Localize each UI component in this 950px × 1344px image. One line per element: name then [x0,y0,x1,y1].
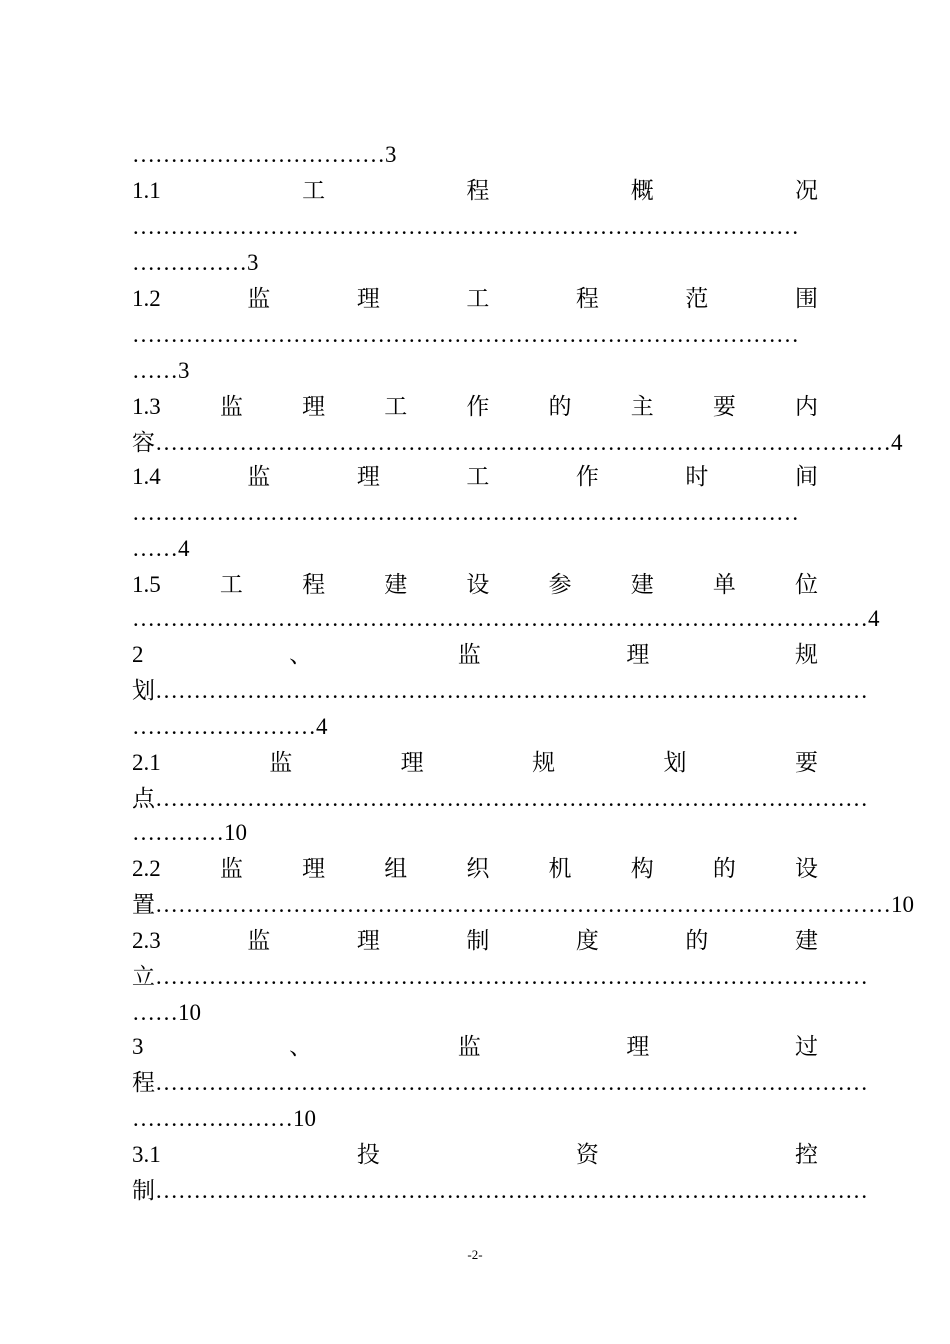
toc-entry-heading [132,284,818,314]
toc-entry-char: 度 [575,928,599,953]
toc-entry-last-char: 置 [132,892,155,917]
toc-entry-heading [132,1032,818,1062]
toc-leader-page [132,998,818,1028]
toc-entry-char: 监 [247,464,271,489]
toc-entry-char: 监 [219,394,243,419]
toc-entry-number: 2.3 [132,928,161,953]
toc-leader-dots: …………… [132,250,247,275]
toc-entry-number: 1.5 [132,572,161,597]
toc-page-number: 4 [316,714,328,739]
toc-entry-char: 、 [289,1034,313,1059]
toc-entry-char: 建 [794,928,818,953]
toc-entry-char: 划 [663,750,687,775]
toc-entry-char: 的 [712,856,736,881]
toc-entry-continuation [132,1068,868,1098]
toc-entry-last-char: 划 [132,678,155,703]
toc-entry-char: 内 [795,394,818,419]
toc-page-number: 3 [247,250,259,275]
toc-entry-last-char: 立 [132,964,155,989]
toc-entry-continuation [132,1176,868,1206]
toc-entry-char: 程 [466,178,490,203]
toc-entry-char: 程 [302,572,326,597]
toc-entry-char: 规 [795,642,818,667]
toc-leader-dots: ………………………………………………………………………………… [155,678,868,703]
toc-entry-char: 监 [457,642,481,667]
toc-entry-number: 3 [132,1034,144,1059]
toc-leader-dots: ………………………………………………………………………………… [155,786,868,811]
toc-entry-char: 要 [794,750,818,775]
toc-entry-char: 理 [400,750,424,775]
toc-leader-dots: …………………………………………………………………………………… [155,892,891,917]
toc-leader-page [132,534,818,564]
toc-entry-char: 理 [302,394,326,419]
toc-entry-char: 监 [247,928,271,953]
toc-page-number: 10 [293,1106,316,1131]
page-number: -2- [467,1247,483,1262]
toc-leader-page [132,356,818,386]
toc-entry-char: 工 [219,572,243,597]
toc-entry-continuation [132,604,880,634]
toc-page-number: 4 [868,606,880,631]
toc-entry-char: 参 [548,572,572,597]
toc-entry-continuation [132,962,868,992]
toc-leader-line: …………………………………………………………………………… [132,500,799,525]
toc-entry-char: 工 [384,394,408,419]
toc-entry-heading [132,926,818,956]
toc-page-number: 10 [891,892,914,917]
toc-entry-char: 建 [384,572,408,597]
toc-entry-number: 1.4 [132,464,161,489]
toc-entry-heading [132,640,818,670]
toc-entry-char: 的 [685,928,709,953]
toc-entry-char: 组 [384,856,408,881]
toc-page-number: 3 [178,358,190,383]
toc-entry-char: 工 [466,286,490,311]
toc-entry-number: 2.1 [132,750,161,775]
toc-page-number: 4 [178,536,190,561]
toc-entry-char: 的 [548,394,572,419]
toc-entry-char: 设 [795,856,818,881]
toc-entry-char: 监 [269,750,293,775]
toc-leader-dots: ………… [132,820,224,845]
toc-entry-char: 位 [795,572,818,597]
toc-entry-last-char: 点 [132,786,155,811]
toc-leader-line: …………………………………………………………………………… [132,214,799,239]
toc-page-number: 10 [224,820,247,845]
toc-entry-char: 控 [794,1142,818,1167]
toc-leader-line: …………………………………………………………………………… [132,322,799,347]
toc-entry-continuation [132,784,868,814]
toc-entry-char: 时 [685,464,709,489]
toc-leader-page [132,712,818,742]
toc-leader-dots: ………………………………………………………………………………… [155,1178,868,1203]
toc-entry-char: 概 [630,178,654,203]
toc-entry-heading [132,176,818,206]
toc-entry-char: 建 [630,572,654,597]
toc-entry-number: 2 [132,642,144,667]
toc-entry-char: 织 [466,856,490,881]
toc-entry-heading [132,392,818,422]
toc-entry-char: 工 [466,464,490,489]
toc-leader-dots: …… [132,358,178,383]
toc-entry-number: 1.2 [132,286,161,311]
toc-entry-char: 主 [630,394,654,419]
toc-entry-char: 制 [466,928,490,953]
toc-leader-dots: …………………… [132,714,316,739]
toc-leader-dots: …………………………………………………………………………………… [155,430,891,455]
toc-leader-page [132,1104,818,1134]
toc-entry-char: 机 [548,856,572,881]
toc-leader-dots: …………………………… [132,142,385,167]
toc-leader-dots: ………………………………………………………………………………… [155,964,868,989]
toc-entry-char: 资 [575,1142,599,1167]
toc-entry-last-char: 制 [132,1178,155,1203]
toc-entry-char: 理 [626,642,650,667]
toc-entry-continuation [132,676,868,706]
toc-page-number: 10 [178,1000,201,1025]
toc-entry-char: 理 [356,928,380,953]
toc-entry-char: 要 [712,394,736,419]
toc-entry-char: 工 [302,178,326,203]
toc-entry-char: 作 [466,394,490,419]
toc-entry-char: 单 [712,572,736,597]
toc-entry-char: 程 [575,286,599,311]
toc-entry-char: 过 [795,1034,818,1059]
toc-entry-heading [132,462,818,492]
toc-entry-number: 1.1 [132,178,161,203]
toc-entry-heading [132,854,818,884]
toc-entry-char: 投 [356,1142,380,1167]
toc-entry-char: 设 [466,572,490,597]
toc-leader-dots: ………………… [132,1106,293,1131]
toc-entry-number: 2.2 [132,856,161,881]
toc-page-number: 4 [891,430,903,455]
toc-entry-heading [132,748,818,778]
toc-leader-dots: …… [132,536,178,561]
toc-entry-char: 范 [685,286,709,311]
toc-leader-dots: …………………………………………………………………………………… [132,606,868,631]
toc-entry-continuation [132,428,903,458]
toc-leader-page [132,140,818,170]
toc-leader-dots: ………………………………………………………………………………… [155,1070,868,1095]
toc-entry-number: 1.3 [132,394,161,419]
toc-entry-char: 规 [532,750,556,775]
toc-entry-heading [132,1140,818,1170]
toc-entry-char: 围 [794,286,818,311]
toc-entry-char: 理 [356,464,380,489]
toc-leader-page [132,818,818,848]
toc-entry-last-char: 程 [132,1070,155,1095]
toc-entry-char: 监 [247,286,271,311]
toc-entry-char: 监 [457,1034,481,1059]
toc-entry-char: 理 [302,856,326,881]
toc-entry-char: 况 [795,178,818,203]
toc-entry-continuation [132,890,914,920]
toc-entry-char: 构 [630,856,654,881]
toc-entry-number: 3.1 [132,1142,161,1167]
toc-leader-dots: …… [132,1000,178,1025]
toc-entry-last-char: 容 [132,430,155,455]
toc-entry-char: 间 [794,464,818,489]
toc-entry-char: 作 [575,464,599,489]
toc-entry-char: 、 [289,642,313,667]
toc-entry-heading [132,570,818,600]
toc-entry-char: 理 [626,1034,650,1059]
toc-entry-char: 监 [219,856,243,881]
toc-leader-page [132,248,818,278]
toc-entry-char: 理 [356,286,380,311]
toc-page-number: 3 [385,142,397,167]
